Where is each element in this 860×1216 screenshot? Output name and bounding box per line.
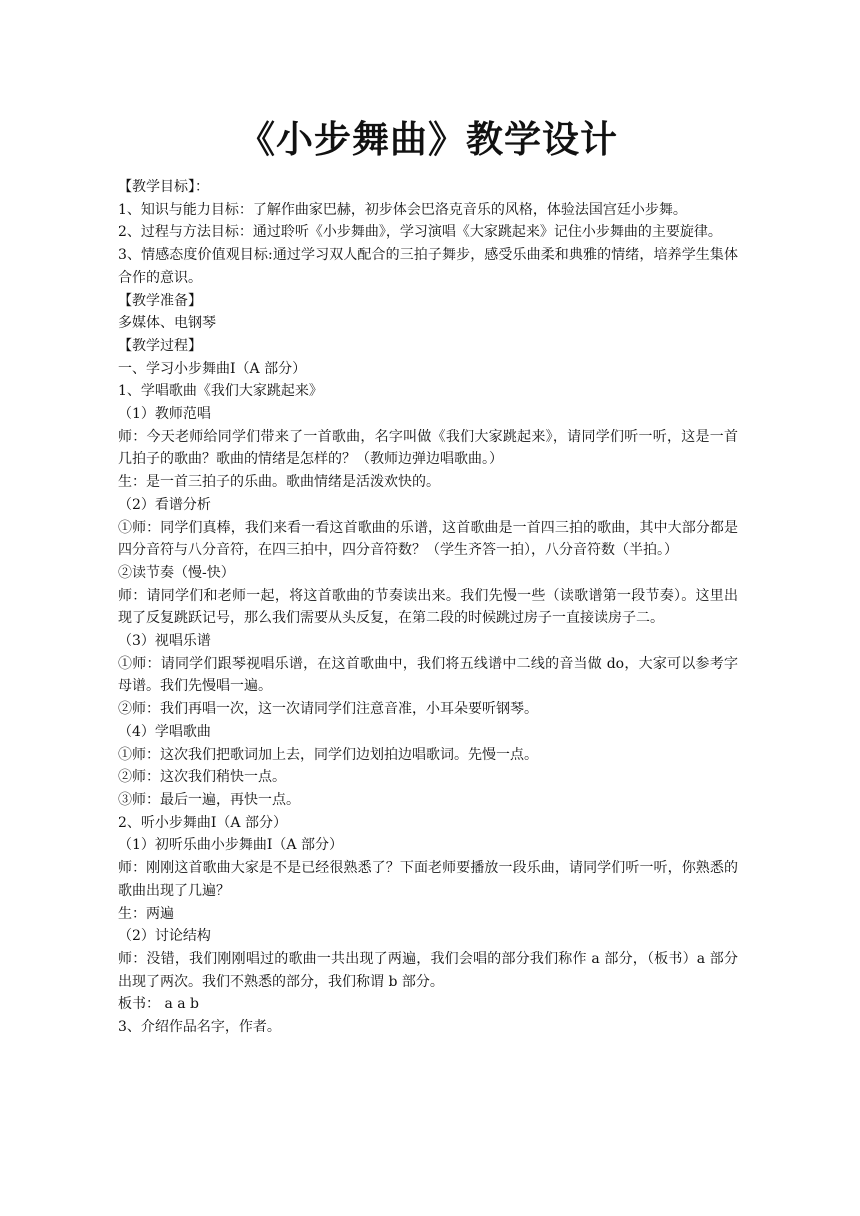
text-line: ③师：最后一遍，再快一点。 [118,791,300,808]
text-line: （3）视唱乐谱 [118,633,211,650]
text-line: （1）初听乐曲小步舞曲Ⅰ（A 部分） [118,837,343,854]
paragraph: 3、情感态度价值观目标:通过学习双人配合的三拍子舞步，感受乐曲柔和典雅的情绪，培养学生集体合作的意识。 [118,247,738,286]
text-line: （4）学唱歌曲 [118,723,211,740]
text-line: ②读节奏（慢-快） [118,564,235,581]
paragraph: 1、知识与能力目标：了解作曲家巴赫，初步体会巴洛克音乐的风格，体验法国宫廷小步舞。 [118,201,687,218]
document-page [118,112,738,1039]
text-line: 【教学准备】 [118,292,202,309]
text-line: （2）看谱分析 [118,496,211,513]
paragraph: 2、过程与方法目标：通过聆听《小步舞曲》，学习演唱《大家跳起来》记住小步舞曲的主要旋律。 [118,224,722,241]
text-line: （2）讨论结构 [118,928,211,945]
text-line: 一、学习小步舞曲Ⅰ（A 部分） [118,360,307,377]
text-line: （1）教师范唱 [118,406,211,423]
paragraph: 师：今天老师给同学们带来了一首歌曲，名字叫做《我们大家跳起来》，请同学们听一听，这是一首几拍子的歌曲？歌曲的情绪是怎样的？（教师边弹边唱歌曲。） [118,428,738,468]
text-line: 生：是一首三拍子的乐曲。歌曲情绪是活泼欢快的。 [118,474,440,491]
paragraph: ①师：请同学们跟琴视唱乐谱，在这首歌曲中，我们将五线谱中二线的音当做 do，大家可以参考字母谱。我们先慢唱一遍。 [118,655,738,695]
text-line: 板书： a a b [118,996,200,1013]
text-line: ①师：这次我们把歌词加上去，同学们边划拍边唱歌词。先慢一点。 [118,746,538,763]
paragraph: 师：刚刚这首歌曲大家是不是已经很熟悉了？下面老师要播放一段乐曲，请同学们听一听，你熟悉的歌曲出现了几遍？ [118,860,738,899]
text-line: 生：两遍 [118,905,174,922]
text-line: ②师：这次我们稍快一点。 [118,769,286,786]
text-line: ②师：我们再唱一次，这一次请同学们注意音准，小耳朵要听钢琴。 [118,701,538,718]
paragraph: ①师：同学们真棒，我们来看一看这首歌曲的乐谱，这首歌曲是一首四三拍的歌曲，其中大部分都是四分音符与八分音符，在四三拍中，四分音符数？（学生齐答一拍），八分音符数（半拍。） [118,519,738,559]
text-line: 2、听小步舞曲Ⅰ（A 部分） [118,814,287,831]
text-line: 1、学唱歌曲《我们大家跳起来》 [118,383,323,400]
paragraph: 师：请同学们和老师一起，将这首歌曲的节奏读出来。我们先慢一些（读歌谱第一段节奏）。这里出现了反复跳跃记号，那么我们需要从头反复，在第二段的时候跳过房子一直接读房子二。 [118,587,738,627]
document-title: 《小步舞曲》教学设计 [238,117,618,161]
document-body [118,176,738,1039]
paragraph: 师：没错，我们刚刚唱过的歌曲一共出现了两遍，我们会唱的部分我们称作 a 部分，（板书）a 部分出现了两次。我们不熟悉的部分，我们称谓 b 部分。 [118,950,738,990]
text-line: 【教学过程】 [118,337,202,354]
text-line: 3、介绍作品名字，作者。 [118,1019,281,1036]
text-line: 【教学目标】： [118,179,209,195]
text-line: 多媒体、电钢琴 [118,315,216,332]
